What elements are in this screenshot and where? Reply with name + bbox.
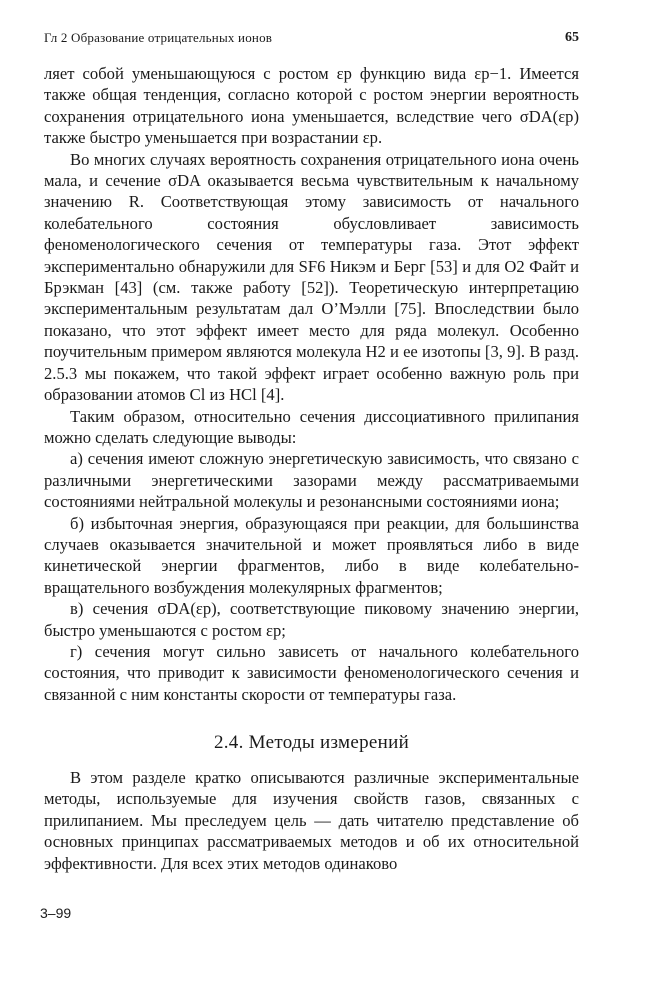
list-item: б) избыточная энергия, образующаяся при реакции, для большинства случаев оказывается значительной и может проявляться либо в виде кинетической энергии фрагментов, либо в виде колебательно-вращательного возбуждения молекулярных фрагментов;	[44, 513, 579, 597]
paragraph: Во многих случаях вероятность сохранения отрицательного иона очень мала, и сечение σDA оказывается весьма чувствительным к начальному значению R. Соответствующая этому зависимость от начального колебательного состояния обусловливает зависимость феноменологического сечения от температуры газа. Этот эффект экспериментально обнаружили для SF6 Никэм и Берг [53] и для O2 Файт и Брэкман [43] (см. также работу [52]). Теоретическую интерпретацию экспериментальным результатам дал О’Мэлли [75]. Впоследствии было показано, что этот эффект имеет место для ряда молекул. Особенно поучительным примером являются молекула H2 и ее изотопы [3, 9]. В разд. 2.5.3 мы покажем, что такой эффект играет особенно важную роль при образовании атомов Cl из HCl [4].	[44, 149, 579, 405]
section-heading: 2.4. Методы измерений	[213, 732, 410, 753]
paragraph: ляет собой уменьшающуюся с ростом εр функцию вида εр−1. Имеется также общая тенденция, согласно которой с ростом энергии вероятность сохранения отрицательного иона уменьшается, вследствие чего σDA(εр) также быстро уменьшается при возрастании εр.	[44, 64, 579, 148]
list-item: г) сечения могут сильно зависеть от начального колебательного состояния, что приводит к зависимости феноменологического сечения и связанной с ним константы скорости от температуры газа.	[44, 641, 579, 704]
page-header	[44, 30, 579, 50]
running-title: Гл 2 Образование отрицательных ионов	[44, 30, 273, 45]
list-item: в) сечения σDA(εр), соответствующие пиковому значению энергии, быстро уменьшаются с ростом εр;	[44, 599, 579, 640]
list-item: а) сечения имеют сложную энергетическую зависимость, что связано с различными энергетическими зазорами между рассматриваемыми состояниями нейтральной молекулы и резонансными состояниями иона;	[44, 449, 579, 512]
page-number: 65	[565, 30, 579, 45]
section-body-text	[44, 767, 579, 874]
paragraph: Таким образом, относительно сечения диссоциативного прилипания можно сделать следующие выводы:	[44, 406, 579, 447]
body-text	[44, 63, 579, 705]
printer-signature: 3–99	[40, 905, 72, 921]
paragraph: В этом разделе кратко описываются различные экспериментальные методы, используемые для изучения свойств газов, связанных с прилипанием. Мы преследуем цель — дать читателю представление об основных принципах рассматриваемых методов и об их относительной эффективности. Для всех этих методов одинаково	[44, 768, 579, 873]
